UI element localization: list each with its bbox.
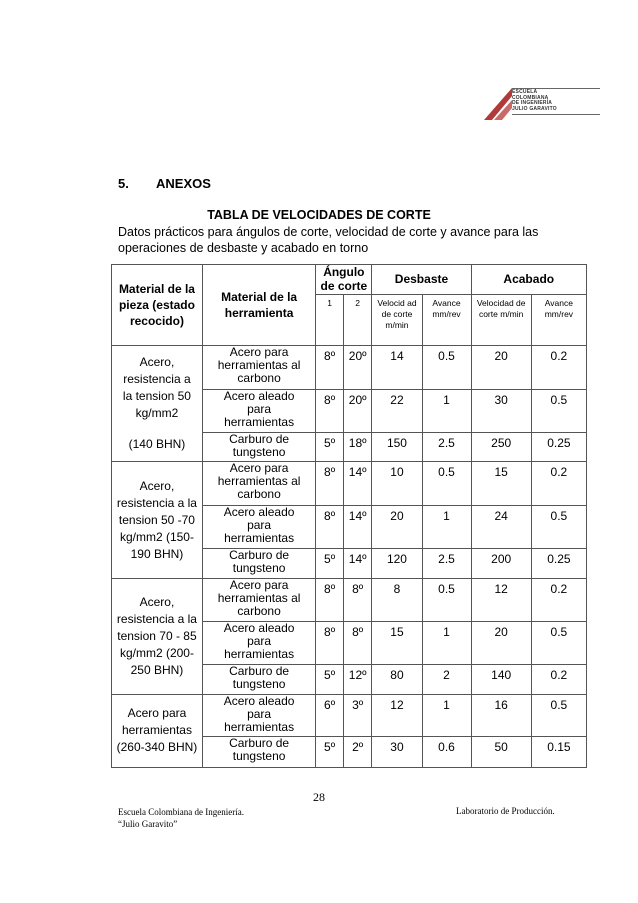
material-cell: Acero para herramientas (260-340 BHN) — [112, 694, 203, 767]
angle2-cell: 20º — [343, 390, 372, 433]
angle1-cell: 6º — [316, 694, 344, 737]
angle1-cell: 5º — [316, 665, 344, 695]
acabado-speed-cell: 20 — [471, 346, 531, 390]
acabado-feed-cell: 0.5 — [531, 390, 586, 433]
angle1-cell: 8º — [316, 622, 344, 665]
tool-cell: Carburo de tungsteno — [202, 549, 315, 579]
table-row — [112, 462, 587, 506]
acabado-feed-cell: 0.2 — [531, 665, 586, 695]
angle1-cell: 5º — [316, 549, 344, 579]
footer-left-line-1: Escuela Colombiana de Ingeniería. — [118, 807, 244, 817]
acabado-speed-cell: 30 — [471, 390, 531, 433]
angle1-cell: 8º — [316, 462, 344, 506]
angle1-cell: 8º — [316, 390, 344, 433]
acabado-feed-cell: 0.15 — [531, 737, 586, 768]
acabado-speed-cell: 20 — [471, 622, 531, 665]
acabado-feed-cell: 0.2 — [531, 578, 586, 622]
acabado-speed-cell: 16 — [471, 694, 531, 737]
angle2-cell: 12º — [343, 665, 372, 695]
angle1-cell: 5º — [316, 737, 344, 768]
acabado-feed-cell: 0.2 — [531, 346, 586, 390]
angle1-cell: 8º — [316, 346, 344, 390]
page-number: 28 — [313, 790, 325, 804]
table-row — [112, 346, 587, 390]
desbaste-speed-cell: 14 — [372, 346, 422, 390]
angle1-cell: 8º — [316, 578, 344, 622]
acabado-speed-cell: 200 — [471, 549, 531, 579]
desbaste-speed-cell: 12 — [372, 694, 422, 737]
desbaste-feed-cell: 1 — [422, 622, 471, 665]
angle2-cell: 14º — [343, 506, 372, 549]
logo-line-1: ESCUELA — [512, 89, 538, 95]
acabado-speed-cell: 250 — [471, 432, 531, 462]
header-row-1 — [112, 265, 587, 295]
tool-cell: Acero aleado para herramientas — [202, 622, 315, 665]
desbaste-speed-cell: 30 — [372, 737, 422, 768]
tool-cell: Acero para herramientas al carbono — [202, 462, 315, 506]
footer-left-line-2: “Julio Garavito” — [118, 819, 178, 829]
desbaste-feed-cell: 1 — [422, 506, 471, 549]
header-angle: Ángulo de corte — [316, 265, 372, 295]
logo-line-2: COLOMBIANA — [512, 94, 549, 101]
header-acabado-speed: Velocidad de corte m/min — [471, 294, 531, 346]
section-heading — [118, 176, 211, 191]
desbaste-feed-cell: 0.5 — [422, 462, 471, 506]
acabado-feed-cell: 0.5 — [531, 694, 586, 737]
tool-cell: Acero para herramientas al carbono — [202, 578, 315, 622]
section-number: 5. — [118, 176, 129, 191]
material-cell: Acero, resistencia a la tension 50 kg/mm2 (140 BHN) — [112, 346, 203, 462]
angle2-cell: 14º — [343, 549, 372, 579]
acabado-feed-cell: 0.5 — [531, 506, 586, 549]
acabado-speed-cell: 12 — [471, 578, 531, 622]
header-desbaste: Desbaste — [372, 265, 471, 295]
material-hardness: (140 BHN) — [128, 437, 186, 452]
angle1-cell: 5º — [316, 432, 344, 462]
table-title: TABLA DE VELOCIDADES DE CORTE — [207, 208, 431, 222]
angle2-cell: 3º — [343, 694, 372, 737]
angle2-cell: 8º — [343, 578, 372, 622]
tool-cell: Carburo de tungsteno — [202, 665, 315, 695]
desbaste-speed-cell: 22 — [372, 390, 422, 433]
tool-cell: Carburo de tungsteno — [202, 432, 315, 462]
angle1-cell: 8º — [316, 506, 344, 549]
desbaste-speed-cell: 150 — [372, 432, 422, 462]
tool-cell: Acero para herramientas al carbono — [202, 346, 315, 390]
desbaste-feed-cell: 2.5 — [422, 432, 471, 462]
desbaste-speed-cell: 20 — [372, 506, 422, 549]
material-cell: Acero, resistencia a la tension 70 - 85 kg/mm2 (200-250 BHN) — [112, 578, 203, 694]
logo-line-4: JULIO GARAVITO — [512, 105, 557, 112]
footer-left — [118, 806, 244, 830]
acabado-feed-cell: 0.2 — [531, 462, 586, 506]
angle2-cell: 8º — [343, 622, 372, 665]
angle2-cell: 2º — [343, 737, 372, 768]
desbaste-speed-cell: 80 — [372, 665, 422, 695]
desbaste-speed-cell: 15 — [372, 622, 422, 665]
table-description: Datos prácticos para ángulos de corte, velocidad de corte y avance para las operaciones de desbaste y acabado en torno — [118, 225, 539, 255]
header-acabado-feed: Avance mm/rev — [531, 294, 586, 346]
tool-cell: Acero aleado para herramientas — [202, 390, 315, 433]
header-desbaste-speed: Velocid ad de corte m/min — [372, 294, 422, 346]
acabado-feed-cell: 0.25 — [531, 549, 586, 579]
school-logo — [482, 82, 602, 122]
desbaste-feed-cell: 1 — [422, 390, 471, 433]
desbaste-speed-cell: 10 — [372, 462, 422, 506]
header-desbaste-feed: Avance mm/rev — [422, 294, 471, 346]
logo-line-3: DE INGENIERÍA — [512, 100, 553, 107]
logo-text — [512, 90, 557, 112]
header-tool: Material de la herramienta — [202, 265, 315, 346]
cutting-speed-table — [111, 264, 587, 768]
footer-right: Laboratorio de Producción. — [456, 806, 555, 816]
desbaste-speed-cell: 8 — [372, 578, 422, 622]
desbaste-feed-cell: 2 — [422, 665, 471, 695]
acabado-feed-cell: 0.25 — [531, 432, 586, 462]
tool-cell: Acero aleado para herramientas — [202, 506, 315, 549]
logo-mark-icon — [482, 82, 516, 122]
acabado-feed-cell: 0.5 — [531, 622, 586, 665]
desbaste-feed-cell: 0.5 — [422, 578, 471, 622]
acabado-speed-cell: 50 — [471, 737, 531, 768]
section-title: ANEXOS — [156, 176, 211, 191]
logo-rule-bottom — [512, 114, 600, 115]
table-row — [112, 578, 587, 622]
desbaste-feed-cell: 1 — [422, 694, 471, 737]
material-cell: Acero, resistencia a la tension 50 -70 kg/mm2 (150-190 BHN) — [112, 462, 203, 578]
header-angle-2: 2 — [343, 294, 372, 346]
table-row — [112, 694, 587, 737]
angle2-cell: 20º — [343, 346, 372, 390]
header-angle-1: 1 — [316, 294, 344, 346]
angle2-cell: 18º — [343, 432, 372, 462]
header-acabado: Acabado — [471, 265, 586, 295]
acabado-speed-cell: 24 — [471, 506, 531, 549]
tool-cell: Carburo de tungsteno — [202, 737, 315, 768]
desbaste-feed-cell: 2.5 — [422, 549, 471, 579]
desbaste-feed-cell: 0.5 — [422, 346, 471, 390]
acabado-speed-cell: 140 — [471, 665, 531, 695]
desbaste-feed-cell: 0.6 — [422, 737, 471, 768]
tool-cell: Acero aleado para herramientas — [202, 694, 315, 737]
angle2-cell: 14º — [343, 462, 372, 506]
header-material: Material de la pieza (estado recocido) — [112, 265, 203, 346]
acabado-speed-cell: 15 — [471, 462, 531, 506]
desbaste-speed-cell: 120 — [372, 549, 422, 579]
